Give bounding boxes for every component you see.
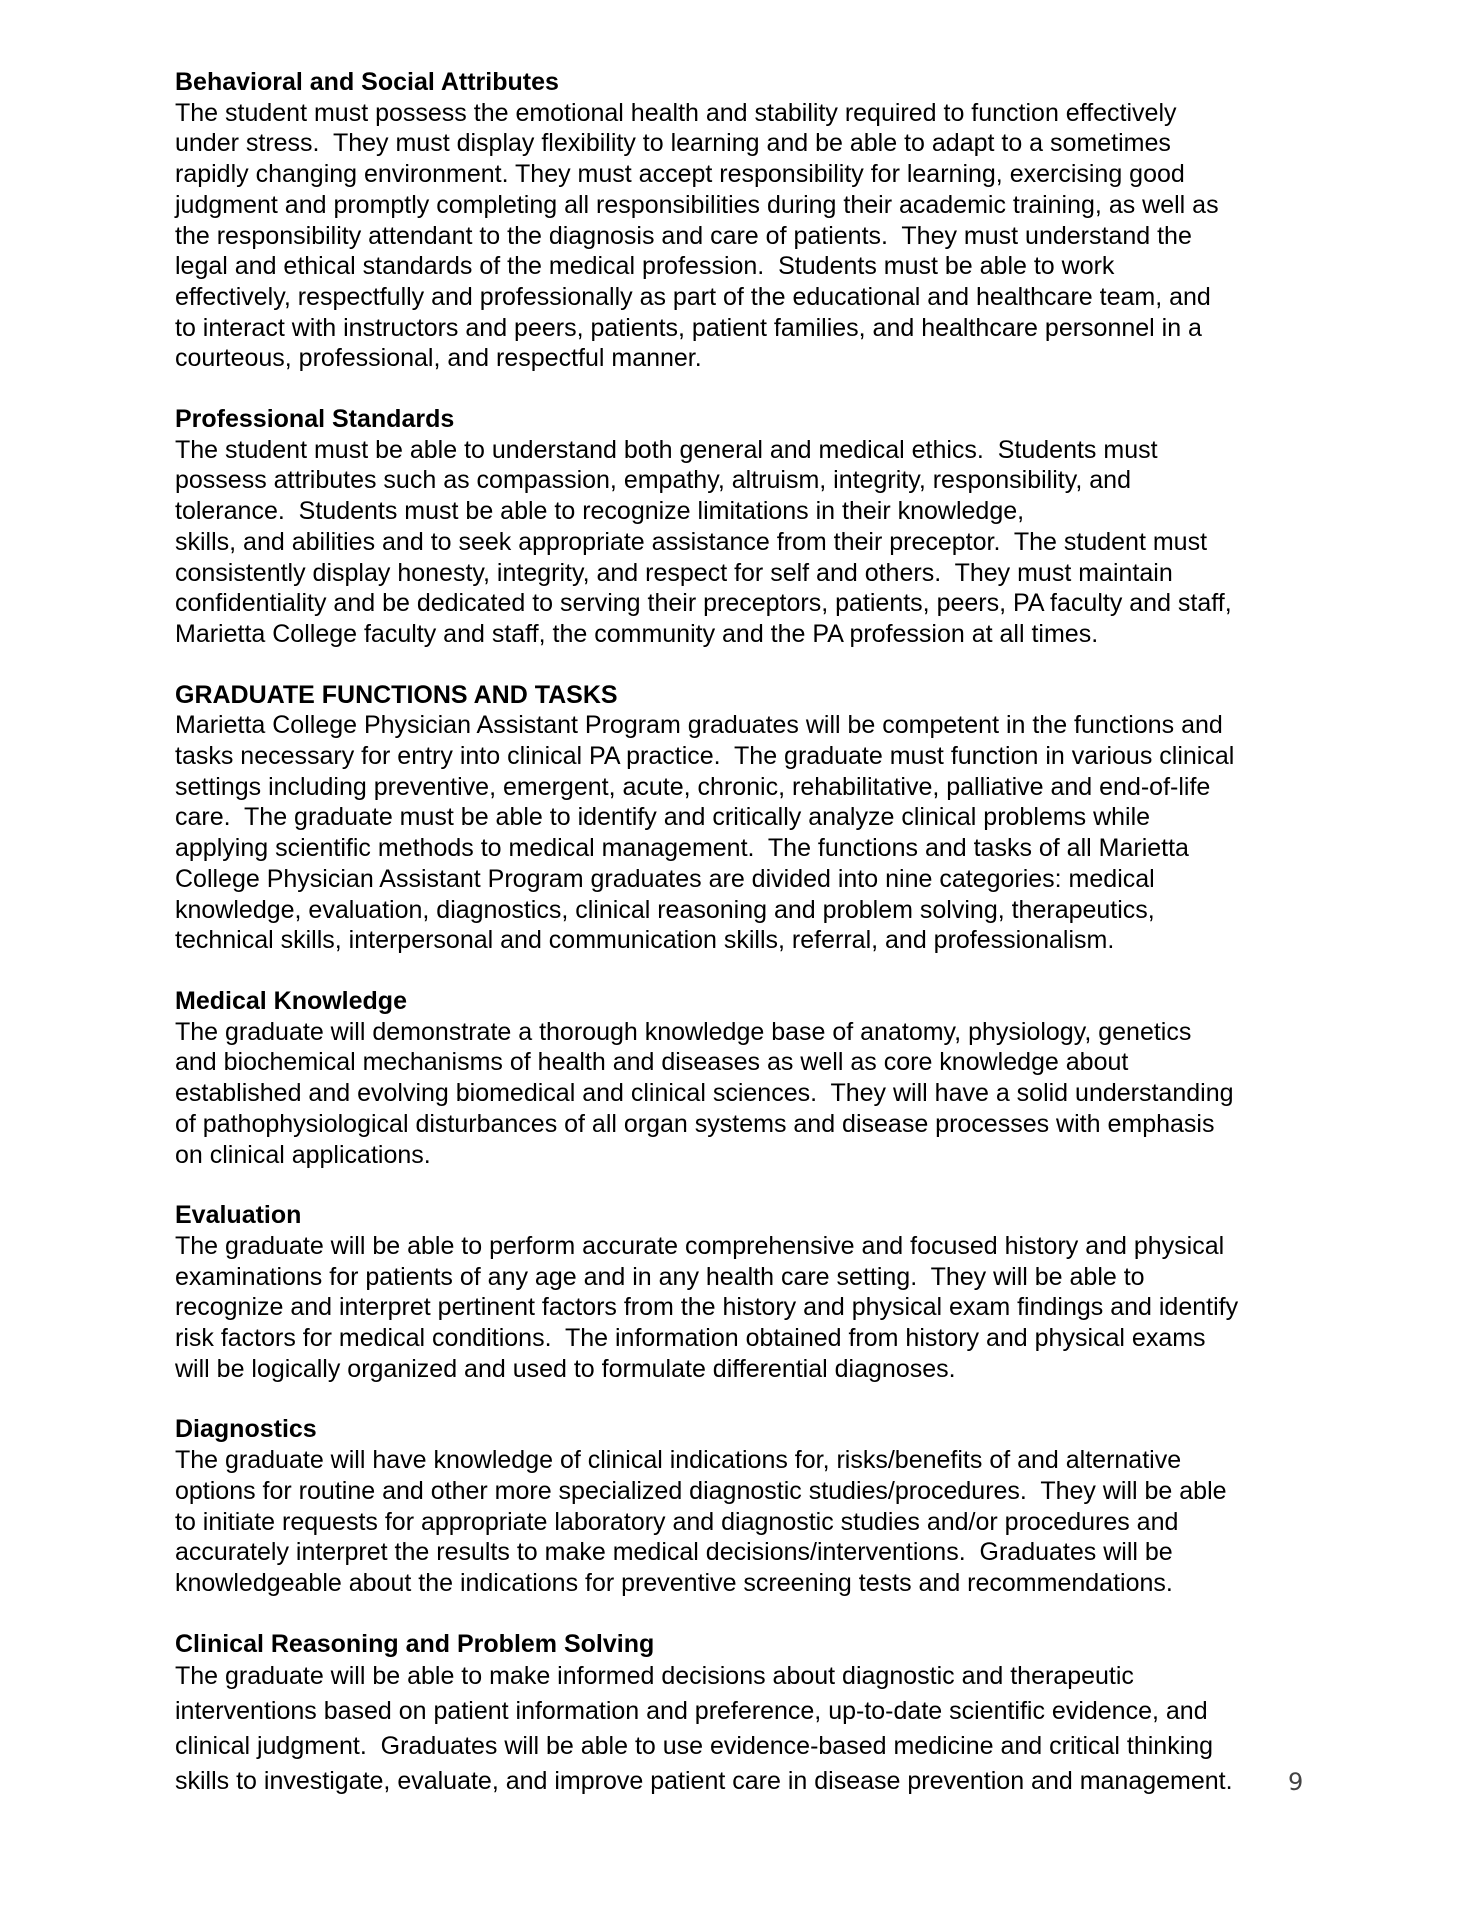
paragraph-line: interventions based on patient information and preference, up-to-date scientific evidence, and xyxy=(175,1697,1208,1726)
section-paragraph xyxy=(175,1017,1320,1171)
paragraph-line: on clinical applications. xyxy=(175,1140,431,1169)
paragraph-line: The graduate will be able to perform accurate comprehensive and focused history and physical xyxy=(175,1231,1225,1260)
section-heading: Evaluation xyxy=(175,1201,302,1230)
page-number: 9 xyxy=(1288,1768,1304,1796)
paragraph-line: effectively, respectfully and professionally as part of the educational and healthcare team, and xyxy=(175,282,1211,311)
paragraph-line: accurately interpret the results to make medical decisions/interventions. Graduates will be xyxy=(175,1538,1173,1567)
section-diagnostics xyxy=(175,1414,1320,1598)
paragraph-line: skills, and abilities and to seek appropriate assistance from their preceptor. The student must xyxy=(175,527,1208,556)
section-paragraph xyxy=(175,435,1320,650)
section-heading: Diagnostics xyxy=(175,1415,317,1444)
paragraph-line: The student must possess the emotional health and stability required to function effectively xyxy=(175,98,1177,127)
paragraph-line: tasks necessary for entry into clinical PA practice. The graduate must function in various clinical xyxy=(175,742,1235,771)
paragraph-line: College Physician Assistant Program graduates are divided into nine categories: medical xyxy=(175,864,1155,893)
section-paragraph xyxy=(175,98,1320,374)
paragraph-line: legal and ethical standards of the medical profession. Students must be able to work xyxy=(175,252,1115,281)
section-graduate-functions-and-tasks xyxy=(175,680,1320,956)
paragraph-line: the responsibility attendant to the diagnosis and care of patients. They must understand the xyxy=(175,221,1192,250)
paragraph-line: applying scientific methods to medical management. The functions and tasks of all Marietta xyxy=(175,834,1189,863)
paragraph-line: Marietta College Physician Assistant Program graduates will be competent in the functions and xyxy=(175,711,1223,740)
paragraph-line: consistently display honesty, integrity, and respect for self and others. They must maintain xyxy=(175,558,1173,587)
paragraph-line: technical skills, interpersonal and communication skills, referral, and professionalism. xyxy=(175,926,1115,955)
paragraph-line: rapidly changing environment. They must accept responsibility for learning, exercising good xyxy=(175,160,1185,189)
section-heading: Medical Knowledge xyxy=(175,986,407,1015)
section-heading: Clinical Reasoning and Problem Solving xyxy=(175,1629,655,1658)
paragraph-line: of pathophysiological disturbances of all organ systems and disease processes with emphasis xyxy=(175,1109,1215,1138)
paragraph-line: Marietta College faculty and staff, the community and the PA profession at all times. xyxy=(175,619,1099,648)
paragraph-line: and biochemical mechanisms of health and diseases as well as core knowledge about xyxy=(175,1048,1129,1077)
section-paragraph xyxy=(175,710,1320,956)
section-medical-knowledge xyxy=(175,986,1320,1170)
section-paragraph xyxy=(175,1231,1320,1385)
paragraph-line: courteous, professional, and respectful manner. xyxy=(175,344,702,373)
section-clinical-reasoning xyxy=(175,1629,1320,1800)
paragraph-line: clinical judgment. Graduates will be able to use evidence-based medicine and critical thinking xyxy=(175,1732,1214,1761)
paragraph-line: established and evolving biomedical and clinical sciences. They will have a solid understanding xyxy=(175,1079,1234,1108)
paragraph-line: options for routine and other more specialized diagnostic studies/procedures. They will be able xyxy=(175,1476,1227,1505)
paragraph-line: knowledge, evaluation, diagnostics, clinical reasoning and problem solving, therapeutics, xyxy=(175,895,1155,924)
section-paragraph xyxy=(175,1445,1320,1599)
section-professional-standards xyxy=(175,404,1320,650)
paragraph-line: The graduate will be able to make informed decisions about diagnostic and therapeutic xyxy=(175,1662,1134,1691)
paragraph-line: The graduate will have knowledge of clinical indications for, risks/benefits of and alternative xyxy=(175,1446,1182,1475)
section-heading: Behavioral and Social Attributes xyxy=(175,68,559,96)
paragraph-line: judgment and promptly completing all responsibilities during their academic training, as well as xyxy=(175,190,1219,219)
paragraph-line: The graduate will demonstrate a thorough knowledge base of anatomy, physiology, genetics xyxy=(175,1017,1192,1046)
document-body xyxy=(175,67,1320,1829)
paragraph-line: under stress. They must display flexibility to learning and be able to adapt to a sometimes xyxy=(175,129,1171,158)
paragraph-line: examinations for patients of any age and in any health care setting. They will be able to xyxy=(175,1262,1145,1291)
paragraph-line: possess attributes such as compassion, empathy, altruism, integrity, responsibility, and xyxy=(175,466,1131,495)
paragraph-line: The student must be able to understand both general and medical ethics. Students must xyxy=(175,435,1158,464)
paragraph-line: tolerance. Students must be able to recognize limitations in their knowledge, xyxy=(175,497,1025,526)
paragraph-line: confidentiality and be dedicated to serving their preceptors, patients, peers, PA faculty and staff, xyxy=(175,589,1232,618)
paragraph-line: skills to investigate, evaluate, and improve patient care in disease prevention and management. xyxy=(175,1767,1233,1796)
paragraph-line: settings including preventive, emergent, acute, chronic, rehabilitative, palliative and end-of-life xyxy=(175,772,1211,801)
paragraph-line: risk factors for medical conditions. The information obtained from history and physical exams xyxy=(175,1324,1206,1353)
paragraph-line: recognize and interpret pertinent factors from the history and physical exam findings and identify xyxy=(175,1293,1239,1322)
paragraph-line: will be logically organized and used to formulate differential diagnoses. xyxy=(175,1354,956,1383)
section-evaluation xyxy=(175,1200,1320,1384)
section-heading: Professional Standards xyxy=(175,405,455,434)
section-heading: GRADUATE FUNCTIONS AND TASKS xyxy=(175,680,618,709)
paragraph-line: to interact with instructors and peers, patients, patient families, and healthcare personnel in a xyxy=(175,313,1202,342)
paragraph-line: to initiate requests for appropriate laboratory and diagnostic studies and/or procedures and xyxy=(175,1507,1179,1536)
paragraph-line: knowledgeable about the indications for preventive screening tests and recommendations. xyxy=(175,1568,1173,1597)
paragraph-line: care. The graduate must be able to identify and critically analyze clinical problems while xyxy=(175,803,1151,832)
section-paragraph xyxy=(175,1659,1320,1799)
section-behavioral-social-attributes xyxy=(175,67,1320,374)
